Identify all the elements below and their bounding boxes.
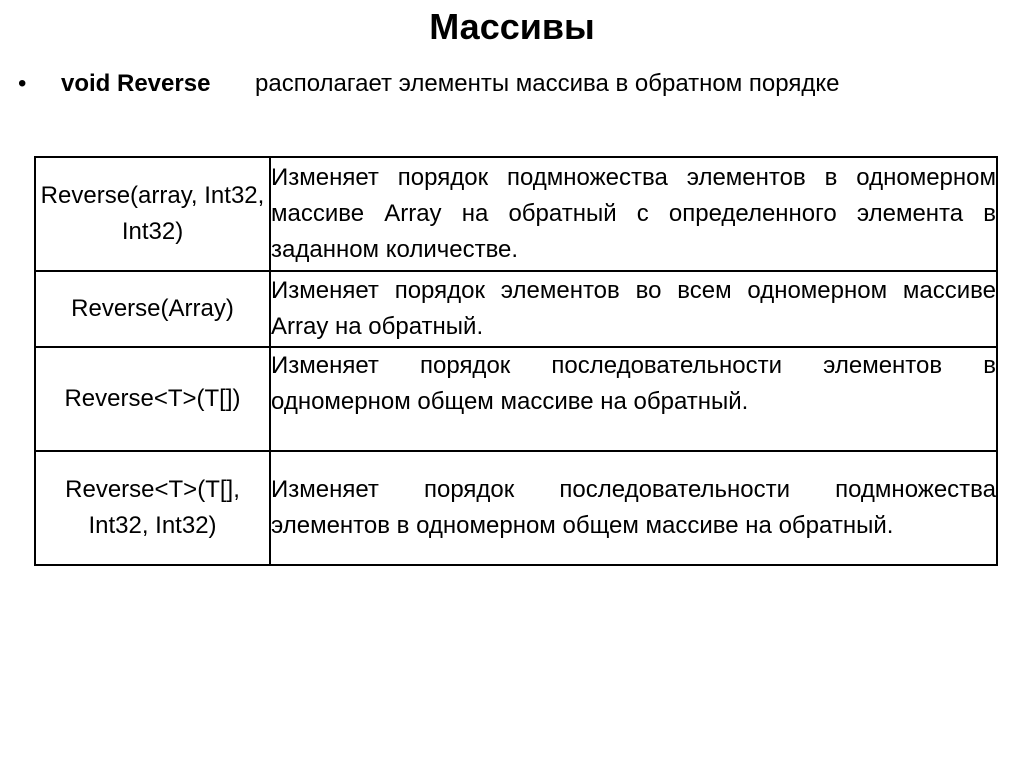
table-row xyxy=(35,347,997,451)
methods-table xyxy=(34,156,998,566)
method-name-cell: Reverse<T>(T[], Int32, Int32) xyxy=(35,451,270,565)
bullet-mark: • xyxy=(18,70,27,97)
method-name-cell: Reverse<T>(T[]) xyxy=(35,347,270,451)
method-name-cell: Reverse(Array) xyxy=(35,271,270,347)
slide-title: Массивы xyxy=(429,6,595,47)
table-row xyxy=(35,271,997,347)
method-description-cell: Изменяет порядок элементов во всем одномерном массиве Array на обратный. xyxy=(270,271,997,347)
table-row xyxy=(35,451,997,565)
table-row xyxy=(35,157,997,271)
bullet-text: располагает элементы массива в обратном порядке xyxy=(255,70,840,97)
method-description-cell: Изменяет порядок подмножества элементов в одномерном массиве Array на обратный с определенного элемента в заданном количестве. xyxy=(270,157,997,271)
method-name-cell: Reverse(array, Int32, Int32) xyxy=(35,157,270,271)
method-description-cell: Изменяет порядок последовательности элементов в одномерном общем массиве на обратный. xyxy=(270,347,997,451)
bullet-item xyxy=(18,66,1008,102)
method-description-cell: Изменяет порядок последовательности подмножества элементов в одномерном общем массиве на обратный. xyxy=(270,451,997,565)
bullet-keyword: void Reverse xyxy=(61,70,211,97)
